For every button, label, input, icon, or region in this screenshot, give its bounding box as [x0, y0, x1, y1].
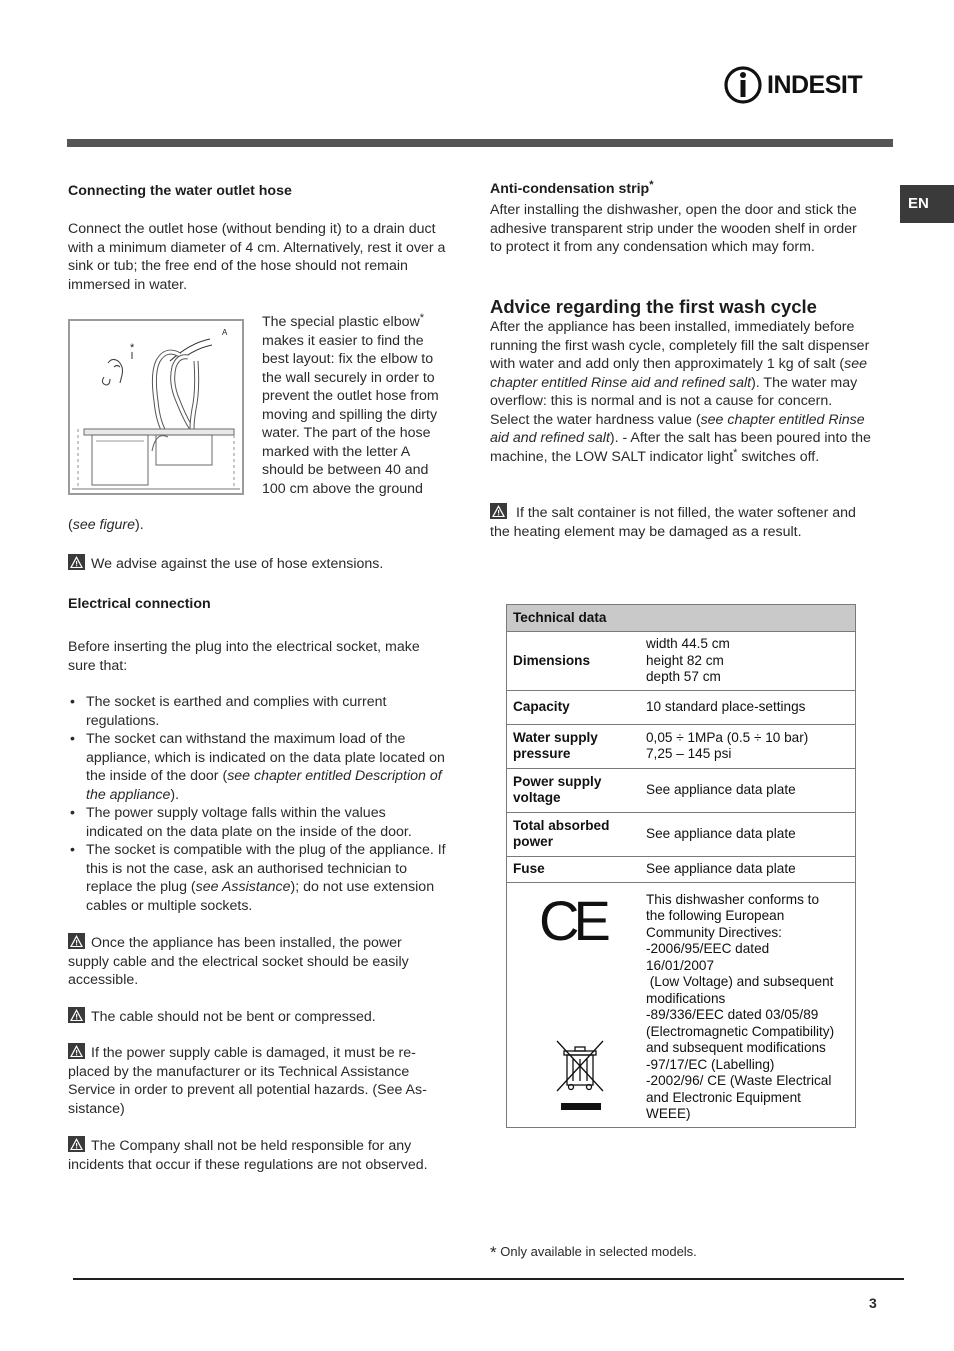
- outlet-hose-figure: [68, 319, 244, 495]
- electrical-intro: Before inserting the plug into the electrical socket, make sure that:: [68, 639, 420, 674]
- header-rule: [67, 139, 893, 147]
- warning-icon: [68, 554, 85, 570]
- see-figure-line: (see figure).: [68, 517, 144, 533]
- elbow-text-2: makes it easier to find the best layout: fix the elbow to the wall securely in order to prevent the outlet hose from moving and spilling the dirty water.: [262, 332, 439, 441]
- warning-icon: [68, 1043, 85, 1059]
- weee-bin-icon: [555, 1039, 607, 1111]
- warning-icon: [490, 503, 507, 519]
- warning-cable-damaged: If the power supply cable is damaged, it must be re- placed by the manufacturer or its Technical Assistance Service in order to prevent all potential hazards. (See As- sistance): [68, 1045, 427, 1117]
- warning-text: The Company shall not be held responsible for any incidents that occur if these regulations are not observed.: [68, 1138, 428, 1173]
- check-item-earthed: • The socket is earthed and complies with current regulations.: [68, 693, 446, 730]
- table-row: [507, 632, 856, 691]
- footnote-star: *: [490, 1243, 497, 1262]
- technical-data-table: [506, 604, 856, 1128]
- row-label: Dimensions: [507, 632, 641, 691]
- warning-cable-bent: [68, 1007, 446, 1027]
- figure-label-star: *: [130, 342, 135, 354]
- table-row: [507, 856, 856, 882]
- advice-paragraph: After the appliance has been installed, immediately before running the first wash cycle, completely fill the salt dispenser with water and add only then approximately 1 kg of salt (see chapter entitled Rinse aid and refined salt). The water may overflow: this is normal and is not a cause for concern. Select the water hardness value (see chapter entitled Rinse aid and refined salt). - After the salt has been poured into the machine, the LOW SALT indicator light* switches off.: [490, 319, 871, 465]
- warning-responsibility: [68, 1136, 446, 1174]
- warning-text: If the salt container is not filled, the water softener and the heating element may be damaged as a result.: [490, 505, 856, 540]
- outlet-paragraph: Connect the outlet hose (without bending it) to a drain duct with a minimum diameter of 4 cm. Alternatively, rest it over a sink or tub; the free end of the hose should not remain immersed in water.: [68, 221, 446, 293]
- language-tab: EN: [900, 185, 954, 223]
- check-item-load: • The socket can withstand the maximum load of the appliance, which is indicated on the data plate located on the inside of the door (see chapter entitled Description of the appliance).: [68, 730, 446, 804]
- warning-accessible: [68, 933, 446, 990]
- outlet-heading: Connecting the water outlet hose: [68, 183, 292, 199]
- figure-side-text: [262, 313, 446, 498]
- anti-condensation-paragraph: After installing the dishwasher, open the door and stick the adhesive transparent strip under the wooden shelf in order to protect it from any condensation which may form.: [490, 202, 857, 255]
- electrical-heading: Electrical connection: [68, 596, 211, 612]
- row-value: 0,05 ÷ 1MPa (0.5 ÷ 10 bar) 7,25 – 145 psi: [640, 724, 856, 768]
- electrical-checklist: [68, 693, 446, 915]
- table-row: [507, 690, 856, 724]
- footnote-star: *: [733, 446, 738, 459]
- warning-icon: [68, 933, 85, 949]
- brand-name: INDESIT: [767, 71, 863, 99]
- row-value: See appliance data plate: [640, 812, 856, 856]
- row-value: See appliance data plate: [640, 856, 856, 882]
- warning-text: Once the appliance has been installed, the power supply cable and the electrical socket should be easily accessible.: [68, 935, 409, 988]
- elbow-text: The special plastic elbow: [262, 314, 420, 330]
- table-row-conformity: [507, 882, 856, 1127]
- warning-text: We advise against the use of hose extensions.: [91, 556, 384, 572]
- hose-a-text: The part of the hose marked with the letter A should be between 40 and 100 cm above the ground: [262, 425, 431, 497]
- brand-logo: [723, 64, 873, 104]
- warning-hose-extensions: [68, 554, 448, 574]
- warning-icon: [68, 1136, 85, 1152]
- row-value: 10 standard place-settings: [640, 690, 856, 724]
- row-value: See appliance data plate: [640, 768, 856, 812]
- check-item-voltage: • The power supply voltage falls within the values indicated on the data plate on the inside of the door.: [68, 804, 446, 841]
- see-figure-ref: see figure: [72, 517, 136, 533]
- table-header-row: [507, 605, 856, 632]
- footnote-star: *: [419, 312, 424, 324]
- page-number: 3: [869, 1295, 877, 1311]
- footer-rule: [73, 1278, 904, 1280]
- table-title: Technical data: [507, 605, 856, 632]
- table-row: [507, 724, 856, 768]
- row-label: Capacity: [507, 690, 641, 724]
- row-label: Total absorbed power: [507, 812, 641, 856]
- conformity-text: This dishwasher conforms to the following European Community Directives: -2006/95/EEC dated 16/01/2007 (Low Voltage) and subsequent modifications -89/336/EEC dated 03/05/89 (Electromagnetic Compatibility) and subsequent modifications -97/17/EC (Labelling) -2002/96/ CE (Waste Electrical and Electronic Equipment WEEE): [640, 882, 856, 1127]
- outlet-hose-illustration: [70, 321, 242, 493]
- table-row: [507, 812, 856, 856]
- row-value: width 44.5 cm height 82 cm depth 57 cm: [640, 632, 856, 691]
- warning-text: The cable should not be bent or compressed.: [91, 1009, 376, 1025]
- advice-heading: Advice regarding the first wash cycle: [490, 296, 817, 317]
- row-label: Fuse: [507, 856, 641, 882]
- row-label: Water supply pressure: [507, 724, 641, 768]
- check-item-plug: • The socket is compatible with the plug of the appliance. If this is not the case, ask an authorised technician to replace the plug (see Assistance); do not use extension cables or multiple sockets.: [68, 841, 446, 915]
- warning-icon: [68, 1007, 85, 1023]
- footnote-star: *: [649, 179, 654, 191]
- anti-condensation-heading: Anti-condensation strip*: [490, 179, 654, 197]
- table-row: [507, 768, 856, 812]
- conformity-marks: [507, 882, 641, 1127]
- footnote: * Only available in selected models.: [490, 1243, 697, 1262]
- row-label: Power supply voltage: [507, 768, 641, 812]
- ce-mark: CE: [539, 888, 605, 952]
- warning-salt: [490, 503, 870, 541]
- brand-logo-icon: [723, 64, 763, 104]
- figure-label-a: A: [222, 328, 228, 337]
